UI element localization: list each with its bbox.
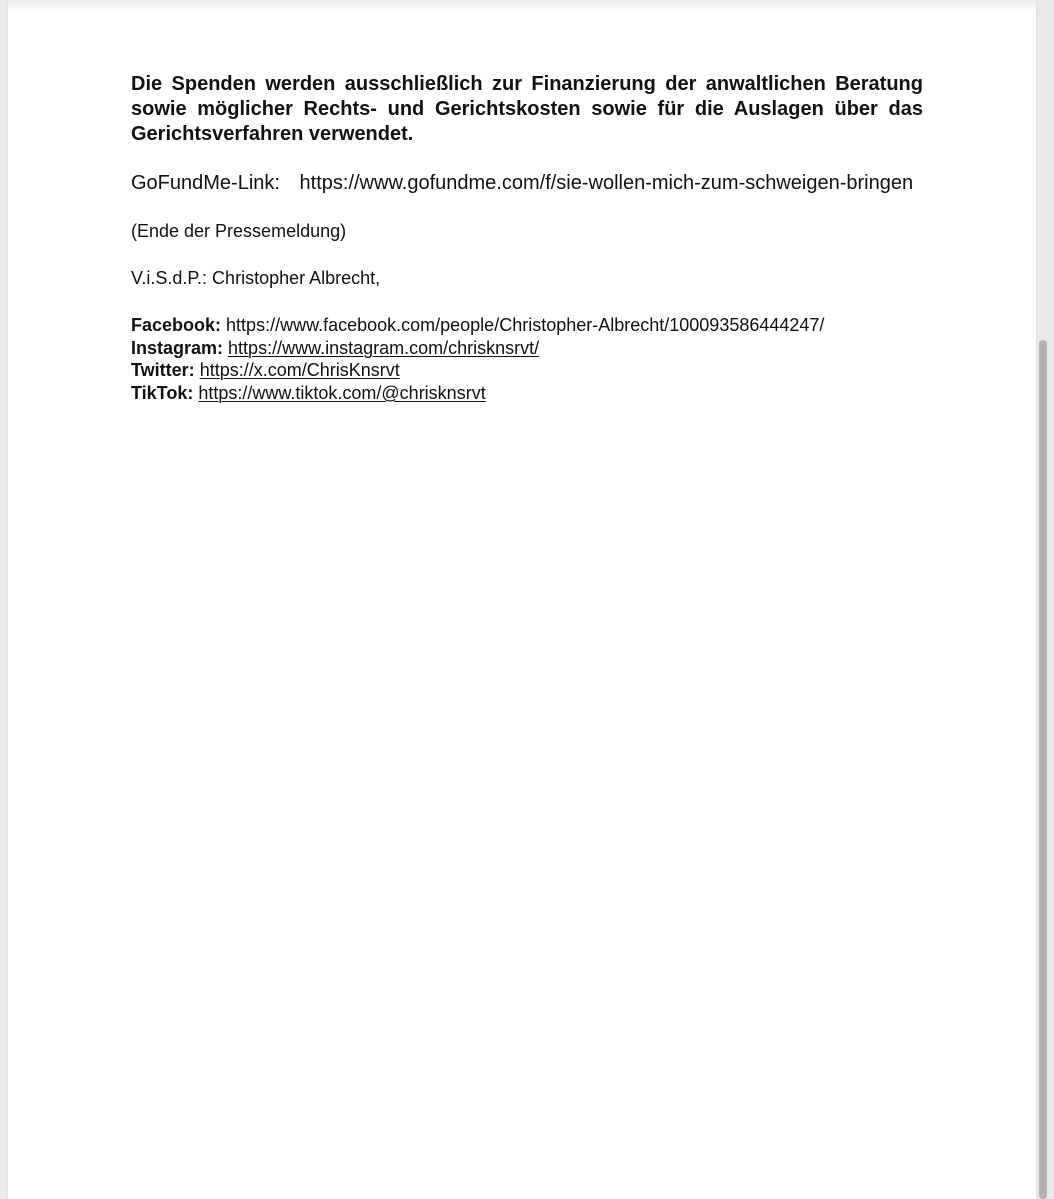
vertical-scrollbar[interactable] (1036, 0, 1054, 1199)
end-of-press-release: (Ende der Pressemeldung) (131, 221, 347, 241)
donations-paragraph: Die Spenden werden ausschließlich zur Finanzierung der anwaltlichen Beratung sowie möglicher Rechts- und Gerichtskosten sowie für die Auslagen über das Gerichtsverfahren verwendet. (131, 73, 923, 145)
social-row-twitter (131, 359, 923, 382)
page-content (131, 72, 923, 404)
twitter-link[interactable]: https://x.com/ChrisKnsrvt (199, 360, 400, 380)
gofundme-label: GoFundMe-Link: (131, 172, 280, 194)
facebook-link[interactable]: https://www.facebook.com/people/Christopher-Albrecht/100093586444247/ (226, 315, 825, 335)
document-page (8, 0, 1036, 1199)
twitter-label: Twitter: (131, 360, 195, 380)
gofundme-link[interactable]: https://www.gofundme.com/f/sie-wollen-mich-zum-schweigen-bringen (299, 172, 914, 194)
visdp-line: V.i.S.d.P.: Christopher Albrecht, (131, 268, 381, 288)
tiktok-label: TikTok: (131, 382, 194, 403)
tiktok-link[interactable]: https://www.tiktok.com/@chrisknsrvt (198, 382, 486, 403)
social-row-tiktok (131, 382, 923, 405)
scrollbar-thumb[interactable] (1039, 340, 1047, 1199)
page-top-edge (8, 0, 1036, 12)
gofundme-line (131, 171, 923, 196)
facebook-label: Facebook: (131, 315, 222, 335)
social-links (131, 314, 923, 404)
social-row-facebook (131, 314, 923, 337)
social-row-instagram (131, 337, 923, 360)
instagram-link[interactable]: https://www.instagram.com/chrisknsrvt/ (228, 337, 540, 358)
instagram-label: Instagram: (131, 337, 224, 358)
